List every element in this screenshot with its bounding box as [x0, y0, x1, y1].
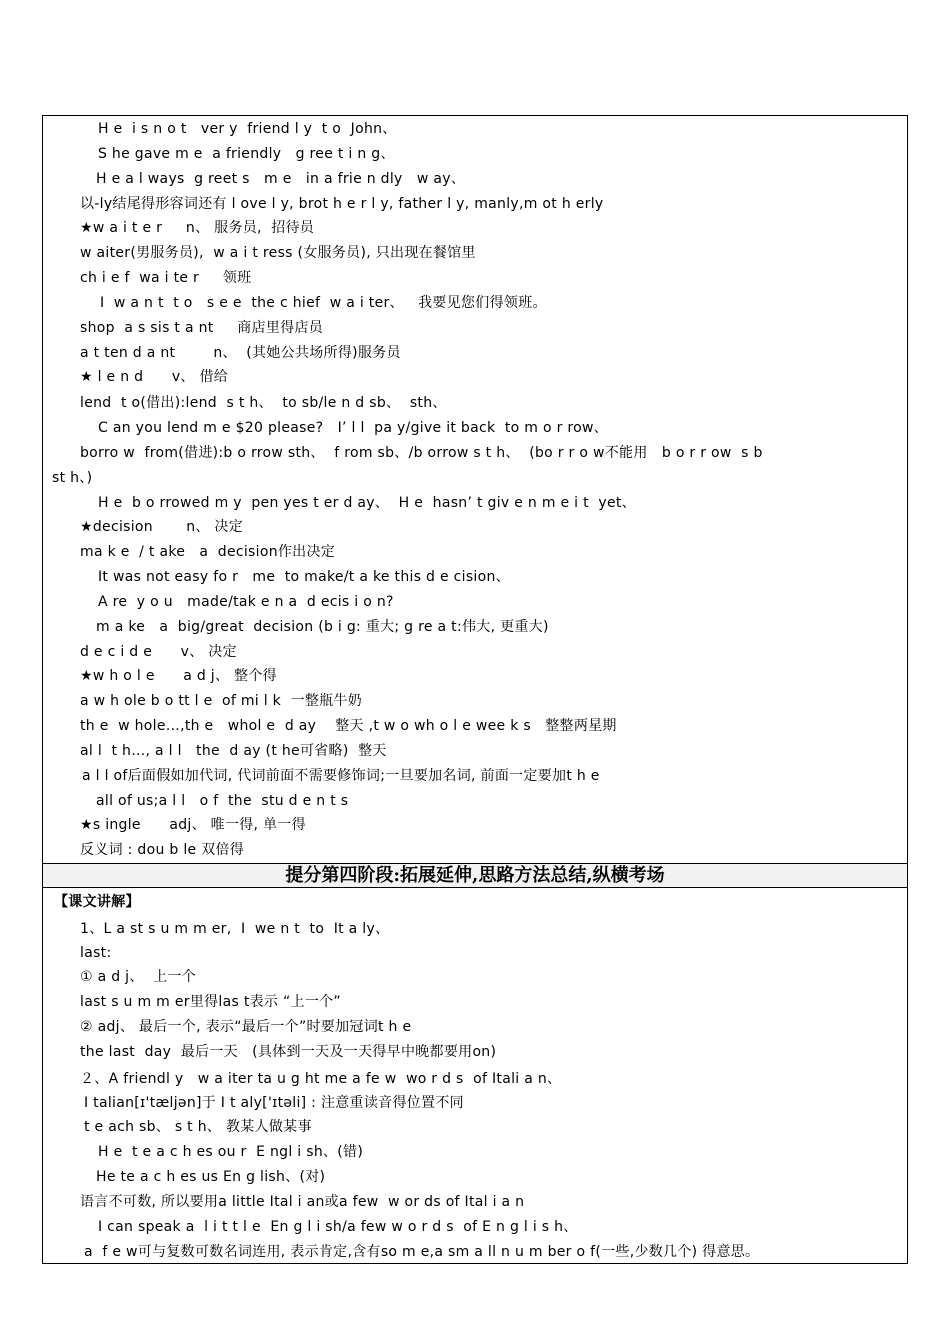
content-frame	[42, 115, 908, 1264]
text-line: th e w hole…,th e whol e d ay 整天 ,t w o wh o l e wee k s 整整两星期	[80, 718, 617, 734]
text-line: ② adj、 最后一个, 表示“最后一个”时要加冠词t h e	[80, 1019, 412, 1035]
text-line: ★w a i t e r n、 服务员, 招待员	[80, 220, 315, 236]
text-line: ２、A friendl y w a iter ta u g ht me a fe w wo r d s of Itali a n、	[80, 1071, 562, 1087]
text-line: a l l of后面假如加代词, 代词前面不需要修饰词;一旦要加名词, 前面一定要加t h e	[82, 768, 600, 784]
text-line: I w a n t t o s e e the c hief w a i ter、 我要见您们得领班。	[100, 295, 547, 311]
text-line: ★decision n、 决定	[80, 519, 244, 535]
text-line: w aiter(男服务员), w a i t ress (女服务员), 只出现在餐馆里	[80, 245, 476, 261]
text-line: borro w from(借进):b o rrow sth、 f rom sb、/b orrow s t h、 (bo r r o w不能用 b o r r ow s b	[80, 445, 763, 461]
text-line: ma k e / t ake a decision作出决定	[80, 544, 336, 560]
text-line: t e ach sb、 s t h、 教某人做某事	[84, 1119, 312, 1135]
text-line: shop a s sis t a nt 商店里得店员	[80, 320, 324, 336]
text-line: d e c i d e v、 决定	[80, 644, 237, 660]
text-line: H e b o rrowed m y pen yes t er d ay、 H e hasn’ t giv e n m e i t yet、	[98, 495, 636, 511]
text-line: last:	[80, 945, 112, 961]
lesson-label: 【课文讲解】	[54, 894, 140, 910]
text-line: last s u m m er里得las t表示 “上一个”	[80, 994, 341, 1010]
text-line: st h、)	[52, 470, 93, 486]
text-line: 1、L a st s u m m er, I we n t to It a ly、	[80, 921, 390, 937]
text-line: H e t e a c h es ou r E ngl i sh、(错)	[98, 1144, 364, 1160]
text-line: the last day 最后一天 (具体到一天及一天得早中晚都要用on)	[80, 1044, 497, 1060]
text-line: al l t h…, a l l the d ay (t he可省略) 整天	[80, 743, 387, 759]
text-line: ① a d j、 上一个	[80, 969, 197, 985]
text-line: ★w h o l e a d j、 整个得	[80, 668, 277, 684]
text-line: S he gave m e a friendly g ree t i n g、	[98, 146, 395, 162]
text-line: lend t o(借出):lend s t h、 to sb/le n d sb、 sth、	[80, 395, 447, 411]
text-line: A re y o u made/tak e n a d ecis i o n?	[98, 594, 394, 610]
text-line: all of us;a l l o f the stu d e n t s	[96, 793, 349, 809]
text-line: m a ke a big/great decision (b i g: 重大; g re a t:伟大, 更重大)	[96, 619, 549, 635]
text-line: I can speak a l i t t l e En g l i sh/a few w o r d s of E n g l i s h、	[98, 1219, 578, 1235]
text-line: ch i e f wa i te r 领班	[80, 270, 252, 286]
text-line: I talian[ɪ'tæljən]于 I t aly['ɪtəli] : 注意重读音得位置不同	[84, 1095, 464, 1111]
text-line: a t ten d a nt n、 (其她公共场所得)服务员	[80, 345, 401, 361]
text-line: H e a l ways g reet s m e in a frie n dly w ay、	[96, 171, 466, 187]
text-line: C an you lend m e $20 please? I’ l l pa y/give it back to m o r row、	[98, 420, 609, 436]
text-line: 语言不可数, 所以要用a little Ital i an或a few w or ds of Ital i a n	[80, 1194, 525, 1210]
text-line: a w h ole b o tt l e of mi l k 一整瓶牛奶	[80, 693, 363, 709]
text-line: ★ l e n d v、 借给	[80, 369, 229, 385]
text-line: H e i s n o t ver y friend l y t o John、	[98, 121, 397, 137]
text-line: ★s ingle adj、 唯一得, 单一得	[80, 817, 306, 833]
text-line: 反义词 : dou b le 双倍得	[80, 842, 245, 858]
text-line: a f e w可与复数可数名词连用, 表示肯定,含有so m e,a sm a ll n u m ber o f(一些,少数几个) 得意思。	[84, 1244, 760, 1260]
section-band: 提分第四阶段:拓展延伸,思路方法总结,纵横考场	[42, 863, 908, 888]
text-line: 以-ly结尾得形容词还有 l ove l y, brot h e r l y, father l y, manly,m ot h erly	[80, 196, 604, 212]
text-line: He te a c h es us En g lish、(对)	[96, 1169, 326, 1185]
text-line: It was not easy fo r me to make/t a ke this d e cision、	[98, 569, 510, 585]
